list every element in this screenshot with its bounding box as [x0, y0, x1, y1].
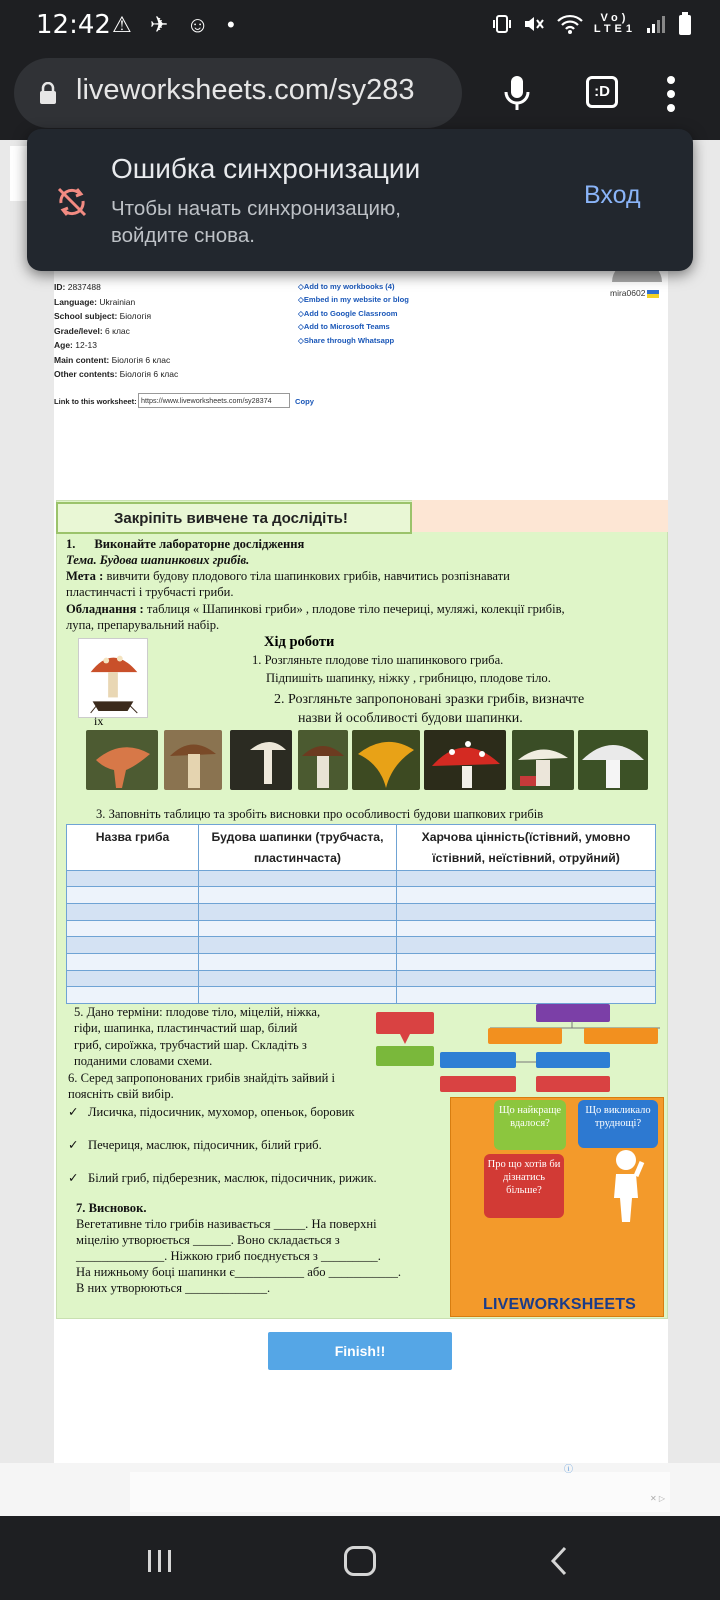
url-text: liveworksheets.com/sy283 — [76, 74, 415, 106]
table-cell-input[interactable] — [397, 987, 656, 1004]
bubble-success: Що найкраще вдалося? — [494, 1100, 566, 1150]
table-cell-input[interactable] — [397, 970, 656, 987]
liveworksheets-logo: LIVEWORKSHEETS — [483, 1296, 637, 1313]
notification-icons: ⚠ ✈ ☺ • — [112, 12, 241, 37]
mushroom-photo-fly-agaric — [424, 730, 506, 790]
mushroom-photo-russula — [512, 730, 574, 790]
copy-link-button[interactable]: Copy — [295, 397, 314, 406]
step1b: Підпишіть шапинку, ніжку , грибницю, плодове тіло. — [266, 671, 551, 685]
table-row — [67, 903, 656, 920]
table-cell-input[interactable] — [199, 903, 397, 920]
table-cell-input[interactable] — [199, 887, 397, 904]
mushroom-table — [66, 824, 656, 1004]
conclusion-line: ______________. Ніжкою гриб поєднується з _________. — [76, 1249, 381, 1263]
table-header-value: Харчова цінність(їстівний, умовно їстівний, неїстівний, отруйний) — [397, 825, 656, 871]
table-row — [67, 920, 656, 937]
worksheet-meta: ID: 2837488 Language: Ukrainian School subject: Біологія Grade/level: 6 клас Age: 12-13 Main content: Біологія 6 клас Other contents: Біологія 6 клас — [54, 282, 179, 379]
equipment: Обладнання : таблиця « Шапинкові гриби» , плодове тіло печериці, муляжі, колекції грибів, — [66, 602, 565, 616]
table-cell-input[interactable] — [67, 937, 199, 954]
bubble-learn-more: Про що хотів би дізнатись більше? — [484, 1154, 564, 1218]
checkmark-icon: ✓ — [68, 1138, 79, 1152]
sync-off-icon — [55, 185, 89, 219]
author-username[interactable]: mira0602 — [610, 288, 659, 298]
scheme-box-red[interactable] — [440, 1076, 516, 1092]
thinking-person-icon — [604, 1148, 648, 1224]
browser-toolbar — [0, 56, 720, 140]
table-cell-input[interactable] — [67, 953, 199, 970]
table-cell-input[interactable] — [67, 903, 199, 920]
scheme-box-red[interactable] — [376, 1012, 434, 1034]
task5c: гриб, сироїжка, трубчастий шар. Складіть з — [74, 1038, 307, 1052]
option-3[interactable]: ✓ Білий гриб, підберезник, маслюк, підосичник, рижик. — [68, 1171, 377, 1185]
ad-content[interactable] — [130, 1472, 670, 1512]
more-menu-icon[interactable] — [664, 74, 678, 114]
table-cell-input[interactable] — [199, 953, 397, 970]
goal-cont: пластинчасті і трубчасті гриби. — [66, 585, 234, 599]
back-icon[interactable] — [550, 1546, 568, 1576]
mushroom-photo-chanterelle — [86, 730, 158, 790]
ix-label: іх — [94, 714, 104, 728]
task1-heading: 1. Виконайте лабораторне дослідження — [66, 537, 305, 551]
table-row — [67, 870, 656, 887]
goal: Мета : вивчити будову плодового тіла шапинкових грибів, навчитись розпізнавати — [66, 569, 510, 583]
step2: 2. Розгляньте запропоновані зразки грибів, визначте — [274, 692, 585, 707]
table-cell-input[interactable] — [199, 870, 397, 887]
task5: 5. Дано терміни: плодове тіло, міцелій, ніжка, — [74, 1005, 321, 1019]
table-row — [67, 937, 656, 954]
recent-apps-icon[interactable] — [146, 1548, 174, 1574]
table-row — [67, 987, 656, 1004]
scheme-box-orange[interactable] — [488, 1028, 562, 1044]
embed-link[interactable]: ◇ Embed in my website or blog — [298, 293, 409, 306]
equipment-cont: лупа, препарувальний набір. — [66, 618, 220, 632]
scheme-box-blue[interactable] — [440, 1052, 516, 1068]
conclusion-line: міцелію утворюється ______. Воно складається з — [76, 1233, 340, 1247]
scheme-box-blue[interactable] — [536, 1052, 610, 1068]
mushroom-photo-champignon — [578, 730, 648, 790]
worksheet-header-band — [412, 500, 668, 532]
sync-error-title: Ошибка синхронизации — [111, 153, 421, 184]
wifi-icon — [556, 13, 584, 35]
bubble-difficulty: Що викликало труднощі? — [578, 1100, 658, 1148]
whatsapp-link[interactable]: ◇ Share through Whatsapp — [298, 334, 409, 347]
share-links — [298, 280, 409, 347]
navigation-bar — [0, 1516, 720, 1600]
task5b: гіфи, шапинка, пластинчастий шар, білий — [74, 1021, 298, 1035]
table-row — [67, 887, 656, 904]
table-cell-input[interactable] — [67, 887, 199, 904]
table-cell-input[interactable] — [397, 887, 656, 904]
checkmark-icon: ✓ — [68, 1105, 79, 1119]
table-row — [67, 970, 656, 987]
signal-icon — [646, 14, 668, 34]
checkmark-icon: ✓ — [68, 1171, 79, 1185]
table-cell-input[interactable] — [397, 953, 656, 970]
sync-error-popup — [27, 129, 693, 271]
table-header-name: Назва гриба — [67, 825, 199, 871]
mushroom-photo-birch — [298, 730, 348, 790]
status-time: 12:42 — [36, 10, 111, 40]
table-row — [67, 953, 656, 970]
worksheet-title: Закріпіть вивчене та дослідіть! — [56, 502, 412, 534]
table-cell-input[interactable] — [397, 870, 656, 887]
task5d: поданими словами схеми. — [74, 1054, 213, 1068]
lock-icon — [38, 82, 58, 104]
mushroom-photo-white — [230, 730, 292, 790]
scheme-box-orange[interactable] — [584, 1028, 658, 1044]
mic-icon[interactable] — [502, 74, 532, 112]
table-cell-input[interactable] — [397, 920, 656, 937]
workflow-title: Хід роботи — [264, 634, 335, 650]
conclusion-title: 7. Висновок. — [76, 1201, 147, 1215]
task6b: поясніть свій вибір. — [68, 1087, 174, 1101]
add-workbook-link[interactable]: ◇ Add to my workbooks (4) — [298, 280, 409, 293]
system-icons — [492, 12, 692, 36]
network-type: Vo) LTE1 — [593, 12, 636, 35]
option-1[interactable]: ✓ Лисичка, підосичник, мухомор, опеньок, боровик — [68, 1105, 355, 1119]
table-cell-input[interactable] — [67, 987, 199, 1004]
teams-link[interactable]: ◇ Add to Microsoft Teams — [298, 320, 409, 333]
table-cell-input[interactable] — [397, 903, 656, 920]
worksheet-link-input[interactable]: https://www.liveworksheets.com/sy28374 — [138, 393, 290, 408]
option-2[interactable]: ✓ Печериця, маслюк, підосичник, білий гриб. — [68, 1138, 322, 1152]
table-header-cap: Будова шапинки (трубчаста, пластинчаста) — [199, 825, 397, 871]
arrow-down-icon — [398, 1034, 412, 1046]
mushroom-diagram — [78, 638, 148, 718]
vibrate-icon — [492, 13, 512, 35]
table-cell-input[interactable] — [199, 920, 397, 937]
google-classroom-link[interactable]: ◇ Add to Google Classroom — [298, 307, 409, 320]
conclusion-line: В них утворюються _____________. — [76, 1281, 271, 1295]
link-label: Link to this worksheet: — [54, 397, 137, 406]
mushroom-photo-bolete — [164, 730, 222, 790]
table-cell-input[interactable] — [199, 937, 397, 954]
table-cell-input[interactable] — [397, 937, 656, 954]
table-cell-input[interactable] — [199, 970, 397, 987]
table-cell-input[interactable] — [199, 987, 397, 1004]
table-cell-input[interactable] — [67, 920, 199, 937]
task6: 6. Серед запропонованих грибів знайдіть зайвий і — [68, 1071, 336, 1085]
step3: 3. Заповніть таблицю та зробіть висновки про особливості будови шапкових грибів — [96, 807, 544, 821]
table-cell-input[interactable] — [67, 870, 199, 887]
mute-icon — [522, 13, 546, 35]
scheme-box-red[interactable] — [536, 1076, 610, 1092]
finish-button[interactable]: Finish!! — [268, 1332, 452, 1370]
sync-login-button[interactable]: Вход — [584, 181, 641, 209]
step2b: назви й особливості будови шапинки. — [298, 711, 523, 726]
scheme-box-green[interactable] — [376, 1046, 434, 1066]
ad-close-icon[interactable]: ✕ ▷ — [650, 1494, 666, 1503]
sync-error-message: Чтобы начать синхронизацию, войдите снова. — [111, 197, 401, 247]
conclusion-line: На нижньому боці шапинки є___________ або ___________. — [76, 1265, 402, 1279]
tab-switcher-button[interactable]: :D — [586, 76, 618, 108]
mushroom-photo-yellow — [352, 730, 420, 790]
conclusion-line: Вегетативне тіло грибів називається _____. На поверхні — [76, 1217, 377, 1231]
step1: 1. Розгляньте плодове тіло шапинкового гриба. — [252, 653, 504, 667]
home-icon[interactable] — [344, 1546, 376, 1576]
battery-icon — [678, 12, 692, 36]
status-bar — [0, 0, 720, 56]
ukraine-flag-icon — [647, 290, 659, 298]
address-bar[interactable] — [14, 58, 462, 128]
ad-info-icon[interactable]: ⓘ — [564, 1464, 574, 1474]
topic: Тема. Будова шапинкових грибів. — [66, 553, 250, 567]
table-cell-input[interactable] — [67, 970, 199, 987]
